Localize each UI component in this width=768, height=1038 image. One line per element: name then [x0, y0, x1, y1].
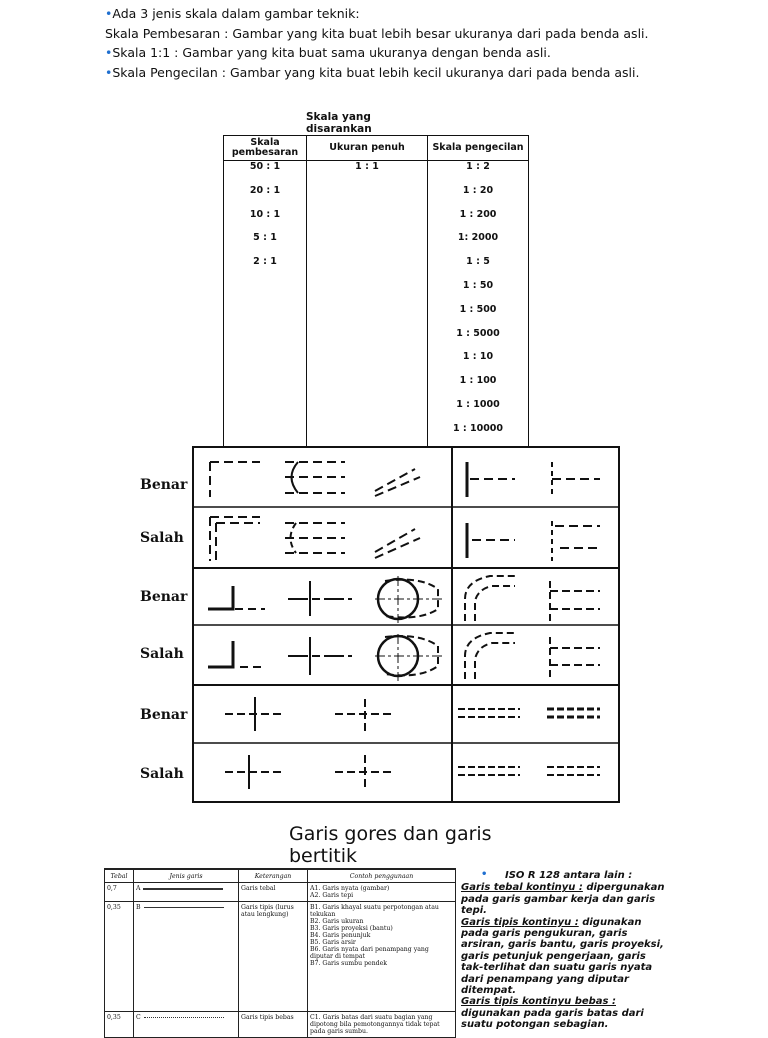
- intro-line-3: •Skala 1:1 : Gambar yang kita buat sama ukuranya dengan benda asli.: [105, 45, 551, 60]
- header-description: Keterangan: [239, 870, 308, 883]
- line-type-code: C: [136, 1014, 141, 1021]
- usage-item: B2. Garis ukuran: [310, 918, 364, 925]
- line-type-code: A: [136, 885, 141, 892]
- usage-item: B6. Garis nyata dari penampang yang diputar di tempat: [310, 946, 429, 960]
- usage-item: B7. Garis sumbu pendek: [310, 960, 388, 967]
- col-full: [307, 161, 428, 447]
- line-sample: [144, 1017, 224, 1018]
- scale-table-title: Skala yang disarankan: [306, 111, 372, 135]
- header-full: Ukuran penuh: [307, 136, 428, 161]
- scale-value: 2 : 1: [253, 256, 277, 268]
- scale-value: 1 : 5: [466, 256, 490, 268]
- cell-description: Garis tipis bebas: [239, 1012, 308, 1038]
- scale-value: 1 : 1: [355, 161, 379, 172]
- scale-value: 1 : 10000: [452, 422, 504, 434]
- scale-table: [223, 135, 529, 447]
- cell-thickness: 0,7: [105, 883, 134, 902]
- usage-item: A1. Garis nyata (gambar): [310, 885, 390, 892]
- cell-description: Garis tebal: [239, 883, 308, 902]
- header-line-type: Jenis garis: [134, 870, 239, 883]
- scale-value: 10 : 1: [249, 208, 281, 220]
- col-reduce: [428, 161, 529, 447]
- usage-item: B1. Garis khayal suatu perpotongan atau tekukan: [310, 904, 439, 918]
- cell-thickness: 0,35: [105, 1012, 134, 1038]
- table-row: [105, 883, 456, 902]
- scale-value: 1 : 20: [462, 184, 494, 196]
- cell-usage: [308, 1012, 456, 1038]
- row-label: Benar: [140, 477, 188, 493]
- iso-note-3: Garis tipis kontinyu bebas : digunakan pada garis batas dari suatu potongan sebagian.: [461, 996, 644, 1031]
- usage-item: B4. Garis penunjuk: [310, 932, 371, 939]
- cell-description: Garis tipis (lurus atau lengkung): [239, 902, 308, 1012]
- cell-usage: [308, 902, 456, 1012]
- table-row: [105, 1012, 456, 1038]
- iso-notes-title: • ISO R 128 antara lain :: [481, 869, 633, 881]
- bullet-icon: •: [105, 6, 113, 21]
- row-label: Benar: [140, 589, 188, 605]
- cell-line-type: [134, 1012, 239, 1038]
- line-sample: [143, 888, 223, 890]
- bullet-icon: •: [105, 64, 113, 80]
- iso-note-1: Garis tebal kontinyu : dipergunakan pada garis gambar kerja dan garis tepi.: [461, 882, 665, 917]
- table-row: [105, 902, 456, 1012]
- intro-line-2: Skala Pembesaran : Gambar yang kita buat lebih besar ukuranya dari pada benda asli.: [105, 25, 649, 41]
- col-enlarge: [224, 161, 307, 447]
- iso-note-2: Garis tipis kontinyu : digunakan pada garis pengukuran, garis arsiran, garis bantu, garis proyeksi, garis petunjuk pengerjaan, garis tak-terlihat dan suatu garis nyata dari penampang yang diputar ditempat.: [461, 916, 664, 997]
- header-enlarge: Skala pembesaran: [224, 136, 307, 161]
- scale-value: 1 : 200: [459, 208, 497, 220]
- cell-thickness: 0,35: [105, 902, 134, 1012]
- line-type-table: [104, 868, 456, 1035]
- intro-line-1: •Ada 3 jenis skala dalam gambar teknik:: [105, 6, 360, 21]
- bullet-icon: •: [481, 869, 488, 880]
- scale-value: 1 : 2: [466, 161, 490, 172]
- iso-notes: [461, 870, 671, 1031]
- row-label: Salah: [140, 766, 184, 782]
- line-sample: [144, 907, 224, 908]
- scale-value: 1 : 100: [459, 375, 497, 387]
- dashed-line-examples-figure: [120, 441, 620, 807]
- intro-line-4: •Skala Pengecilan : Gambar yang kita buat lebih kecil ukuranya dari pada benda asli.: [105, 64, 640, 80]
- header-reduce: Skala pengecilan: [428, 136, 529, 161]
- usage-item: C1. Garis batas dari suatu bagian yang dipotong bila pemotongannya tidak tepat pada garis sumbu.: [310, 1014, 440, 1035]
- section-heading: Garis gores dan garis bertitik: [289, 823, 492, 867]
- bullet-icon: •: [105, 45, 113, 60]
- scale-value: 20 : 1: [249, 184, 281, 196]
- cell-usage: [308, 883, 456, 902]
- row-label: Salah: [140, 646, 184, 662]
- cell-line-type: [134, 883, 239, 902]
- usage-item: B3. Garis proyeksi (bantu): [310, 925, 393, 932]
- scale-value: 5 : 1: [253, 232, 277, 244]
- row-label: Benar: [140, 707, 188, 723]
- usage-item: A2. Garis tepi: [310, 892, 354, 899]
- scale-value: 1 : 50: [462, 279, 494, 291]
- row-label: Salah: [140, 530, 184, 546]
- scale-value: 1 : 1000: [456, 398, 500, 410]
- usage-item: B5. Garis arsir: [310, 939, 356, 946]
- intro-text: [105, 4, 745, 82]
- header-usage: Contoh penggunaan: [308, 870, 456, 883]
- line-type-code: B: [136, 904, 141, 911]
- cell-line-type: [134, 902, 239, 1012]
- scale-value: 1 : 500: [459, 303, 497, 315]
- scale-value: 50 : 1: [249, 161, 281, 172]
- scale-value: 1: 2000: [457, 232, 499, 244]
- scale-value: 1 : 10: [462, 351, 494, 363]
- scale-value: 1 : 5000: [456, 327, 500, 339]
- header-thickness: Tebal: [105, 870, 134, 883]
